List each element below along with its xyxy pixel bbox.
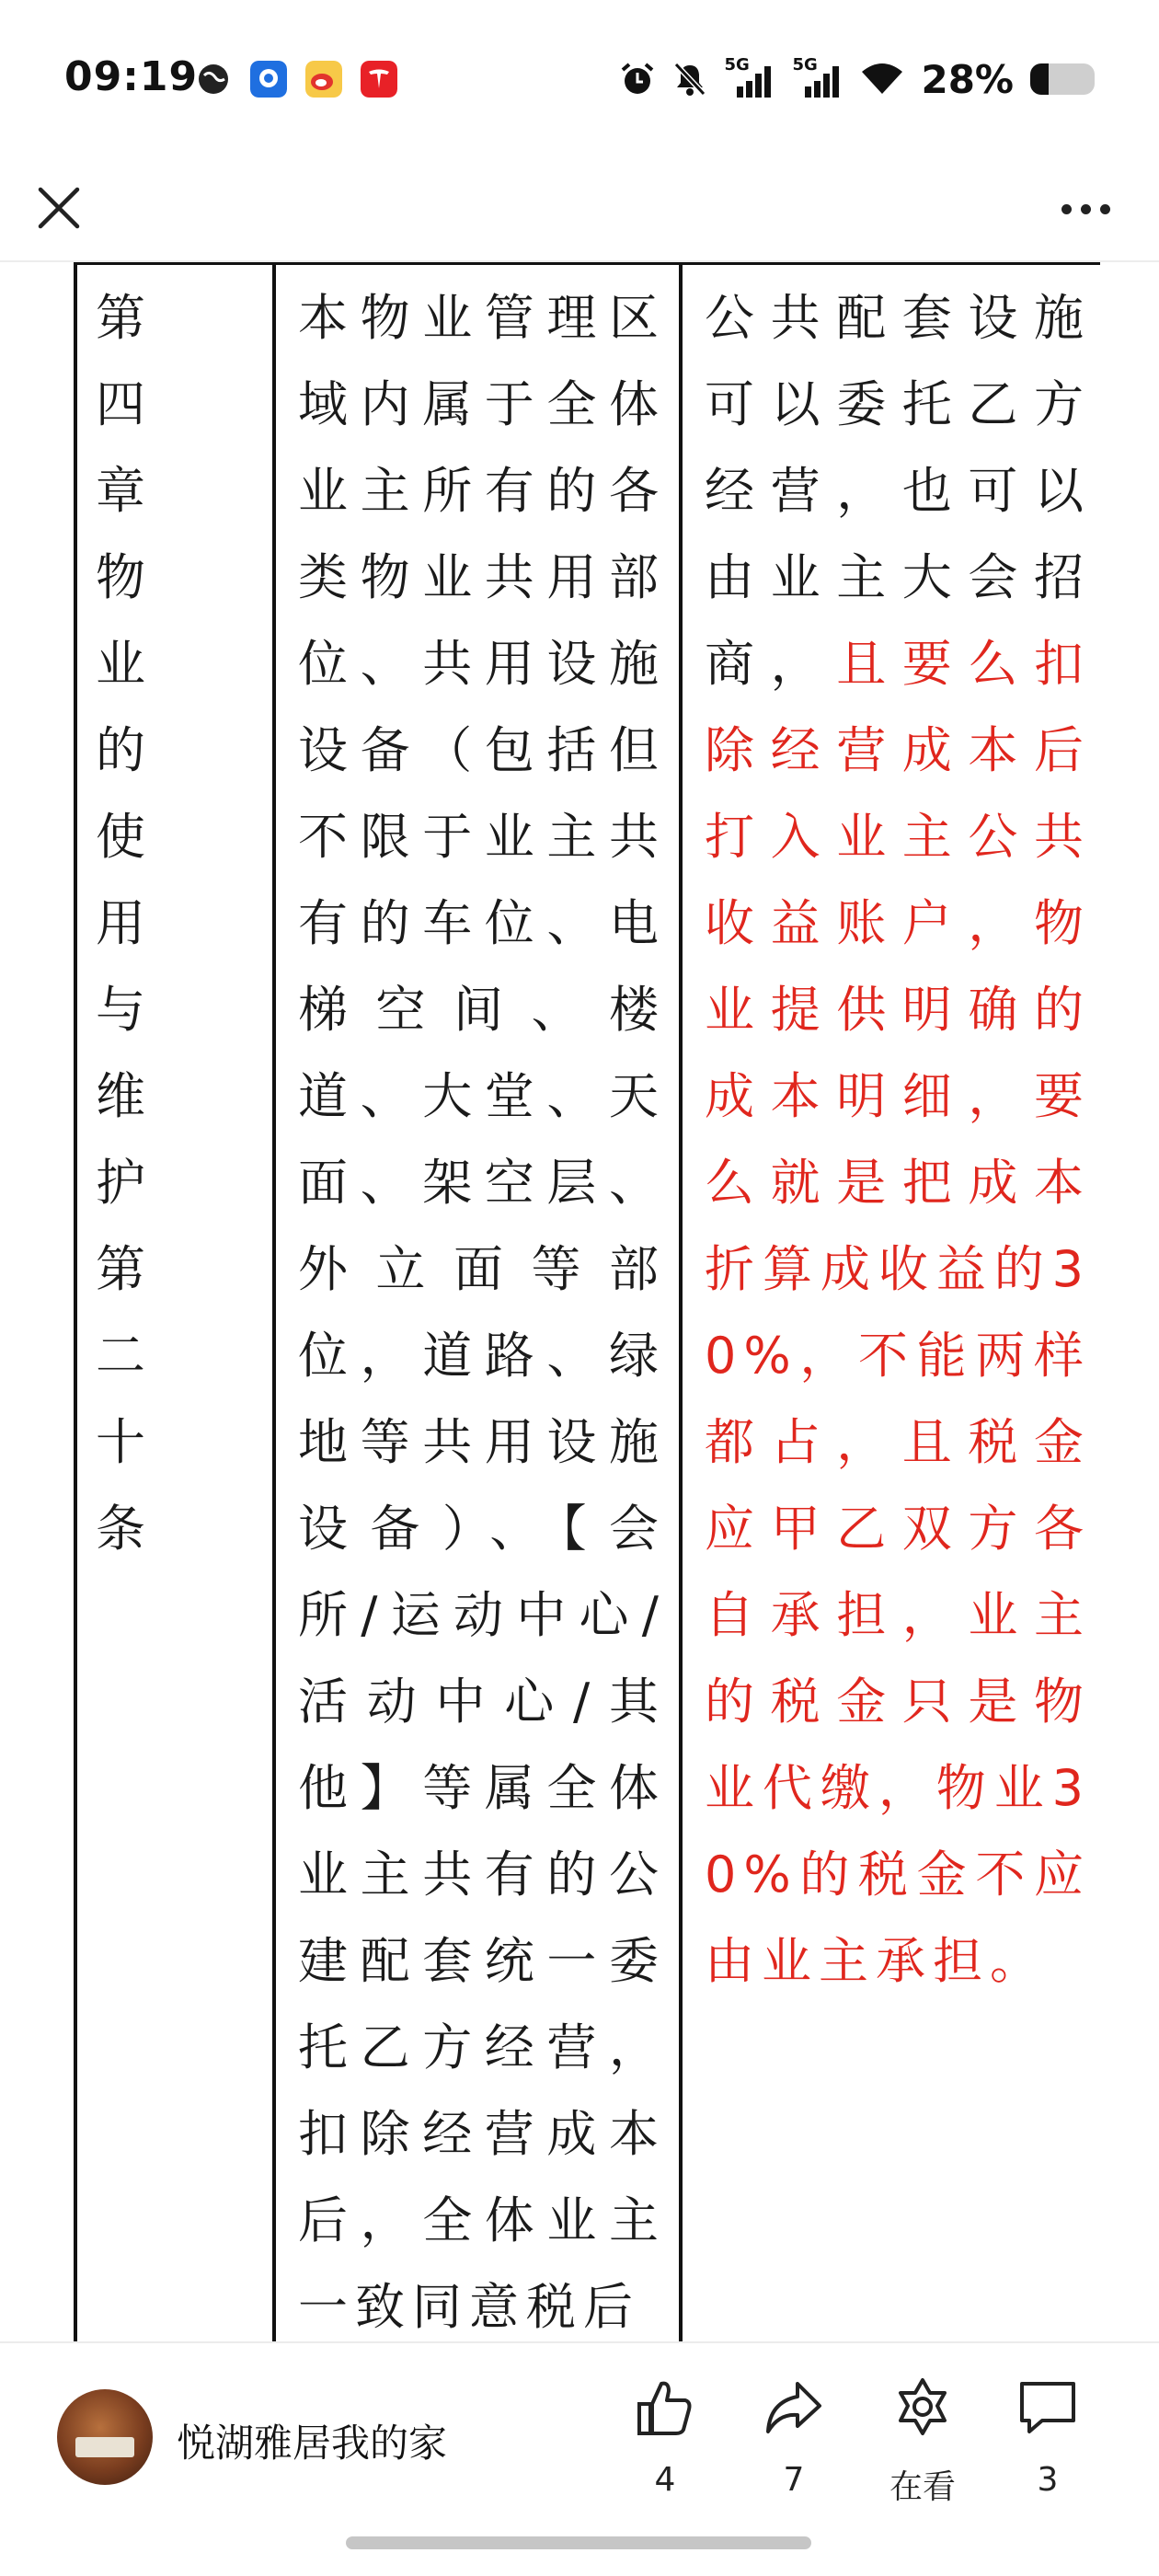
comment-highlight-text: 且要么扣除经营成本后打入业主公共收益账户，物业提供明确的成本明细，要么就是把成本折算成收益的30%，不能两样都占，且税金应甲乙双方各自承担，业主的税金只是物业代缴，物业30%的税金不应由业主承担。 bbox=[705, 635, 1092, 1990]
battery-percent: 28% bbox=[921, 56, 1014, 102]
thumbs-up-icon bbox=[632, 2375, 698, 2441]
table-border-left bbox=[74, 262, 77, 2341]
table-cell-chapter: 第四章物业的使用与维护第二十条 bbox=[96, 289, 199, 1558]
comment-text: 公共配套设施可以委托乙方经营，也可以由业主大会招商， bbox=[705, 289, 1091, 693]
watching-label: 在看 bbox=[889, 2468, 956, 2506]
table-border-col2 bbox=[679, 262, 683, 2341]
mute-icon bbox=[672, 61, 707, 98]
battery-icon bbox=[1030, 63, 1095, 95]
comment-button[interactable] bbox=[997, 2375, 1098, 2531]
watching-button[interactable] bbox=[872, 2375, 973, 2531]
account-name[interactable]: 悦湖雅居我的家 bbox=[177, 2421, 448, 2466]
article-table bbox=[0, 262, 1159, 2341]
network-label: 5G bbox=[724, 55, 750, 75]
comment-icon bbox=[1015, 2375, 1081, 2441]
signal-5g-icon bbox=[792, 55, 843, 99]
more-icon bbox=[1061, 204, 1072, 214]
like-button[interactable] bbox=[614, 2375, 716, 2531]
status-bar bbox=[0, 0, 1159, 156]
comment-count: 3 bbox=[1037, 2461, 1059, 2499]
table-cell-comment bbox=[705, 275, 1091, 2005]
table-top-border bbox=[74, 262, 1100, 265]
wifi-icon bbox=[860, 61, 904, 98]
share-button[interactable] bbox=[743, 2375, 844, 2531]
share-count: 7 bbox=[783, 2461, 805, 2499]
globe-icon bbox=[195, 61, 232, 98]
alarm-icon bbox=[619, 61, 656, 98]
signal-5g-icon bbox=[724, 55, 775, 99]
like-count: 4 bbox=[654, 2461, 676, 2499]
close-icon bbox=[26, 175, 92, 241]
close-button[interactable] bbox=[26, 175, 92, 241]
table-border-col1 bbox=[272, 262, 276, 2341]
status-time: 09:19 bbox=[64, 53, 199, 100]
avatar-sign bbox=[75, 2437, 134, 2457]
nav-bar bbox=[0, 156, 1159, 261]
tesla-icon bbox=[361, 61, 397, 98]
table-cell-clause: 本物业管理区域内属于全体业主所有的各类物业共用部位、共用设施设备（包括但不限于业主共有的车位、电梯空间、楼道、大堂、天面、架空层、外立面等部位，道路、绿地等共用设施设备）、【会所/运动中心/活动中心/其他】等属全体业主共有的公建配套统一委托乙方经营，扣除经营成本后，全体业主一致同意税后 bbox=[298, 289, 666, 2336]
home-indicator[interactable] bbox=[346, 2536, 811, 2549]
network-label: 5G bbox=[792, 55, 818, 75]
app-icon-blue bbox=[250, 61, 287, 98]
battery-fill bbox=[1030, 63, 1049, 95]
share-icon bbox=[761, 2375, 827, 2441]
more-button[interactable] bbox=[1049, 177, 1122, 241]
status-right bbox=[619, 53, 1095, 105]
weibo-icon bbox=[305, 61, 342, 98]
watching-icon bbox=[889, 2375, 956, 2441]
avatar[interactable] bbox=[57, 2389, 153, 2485]
